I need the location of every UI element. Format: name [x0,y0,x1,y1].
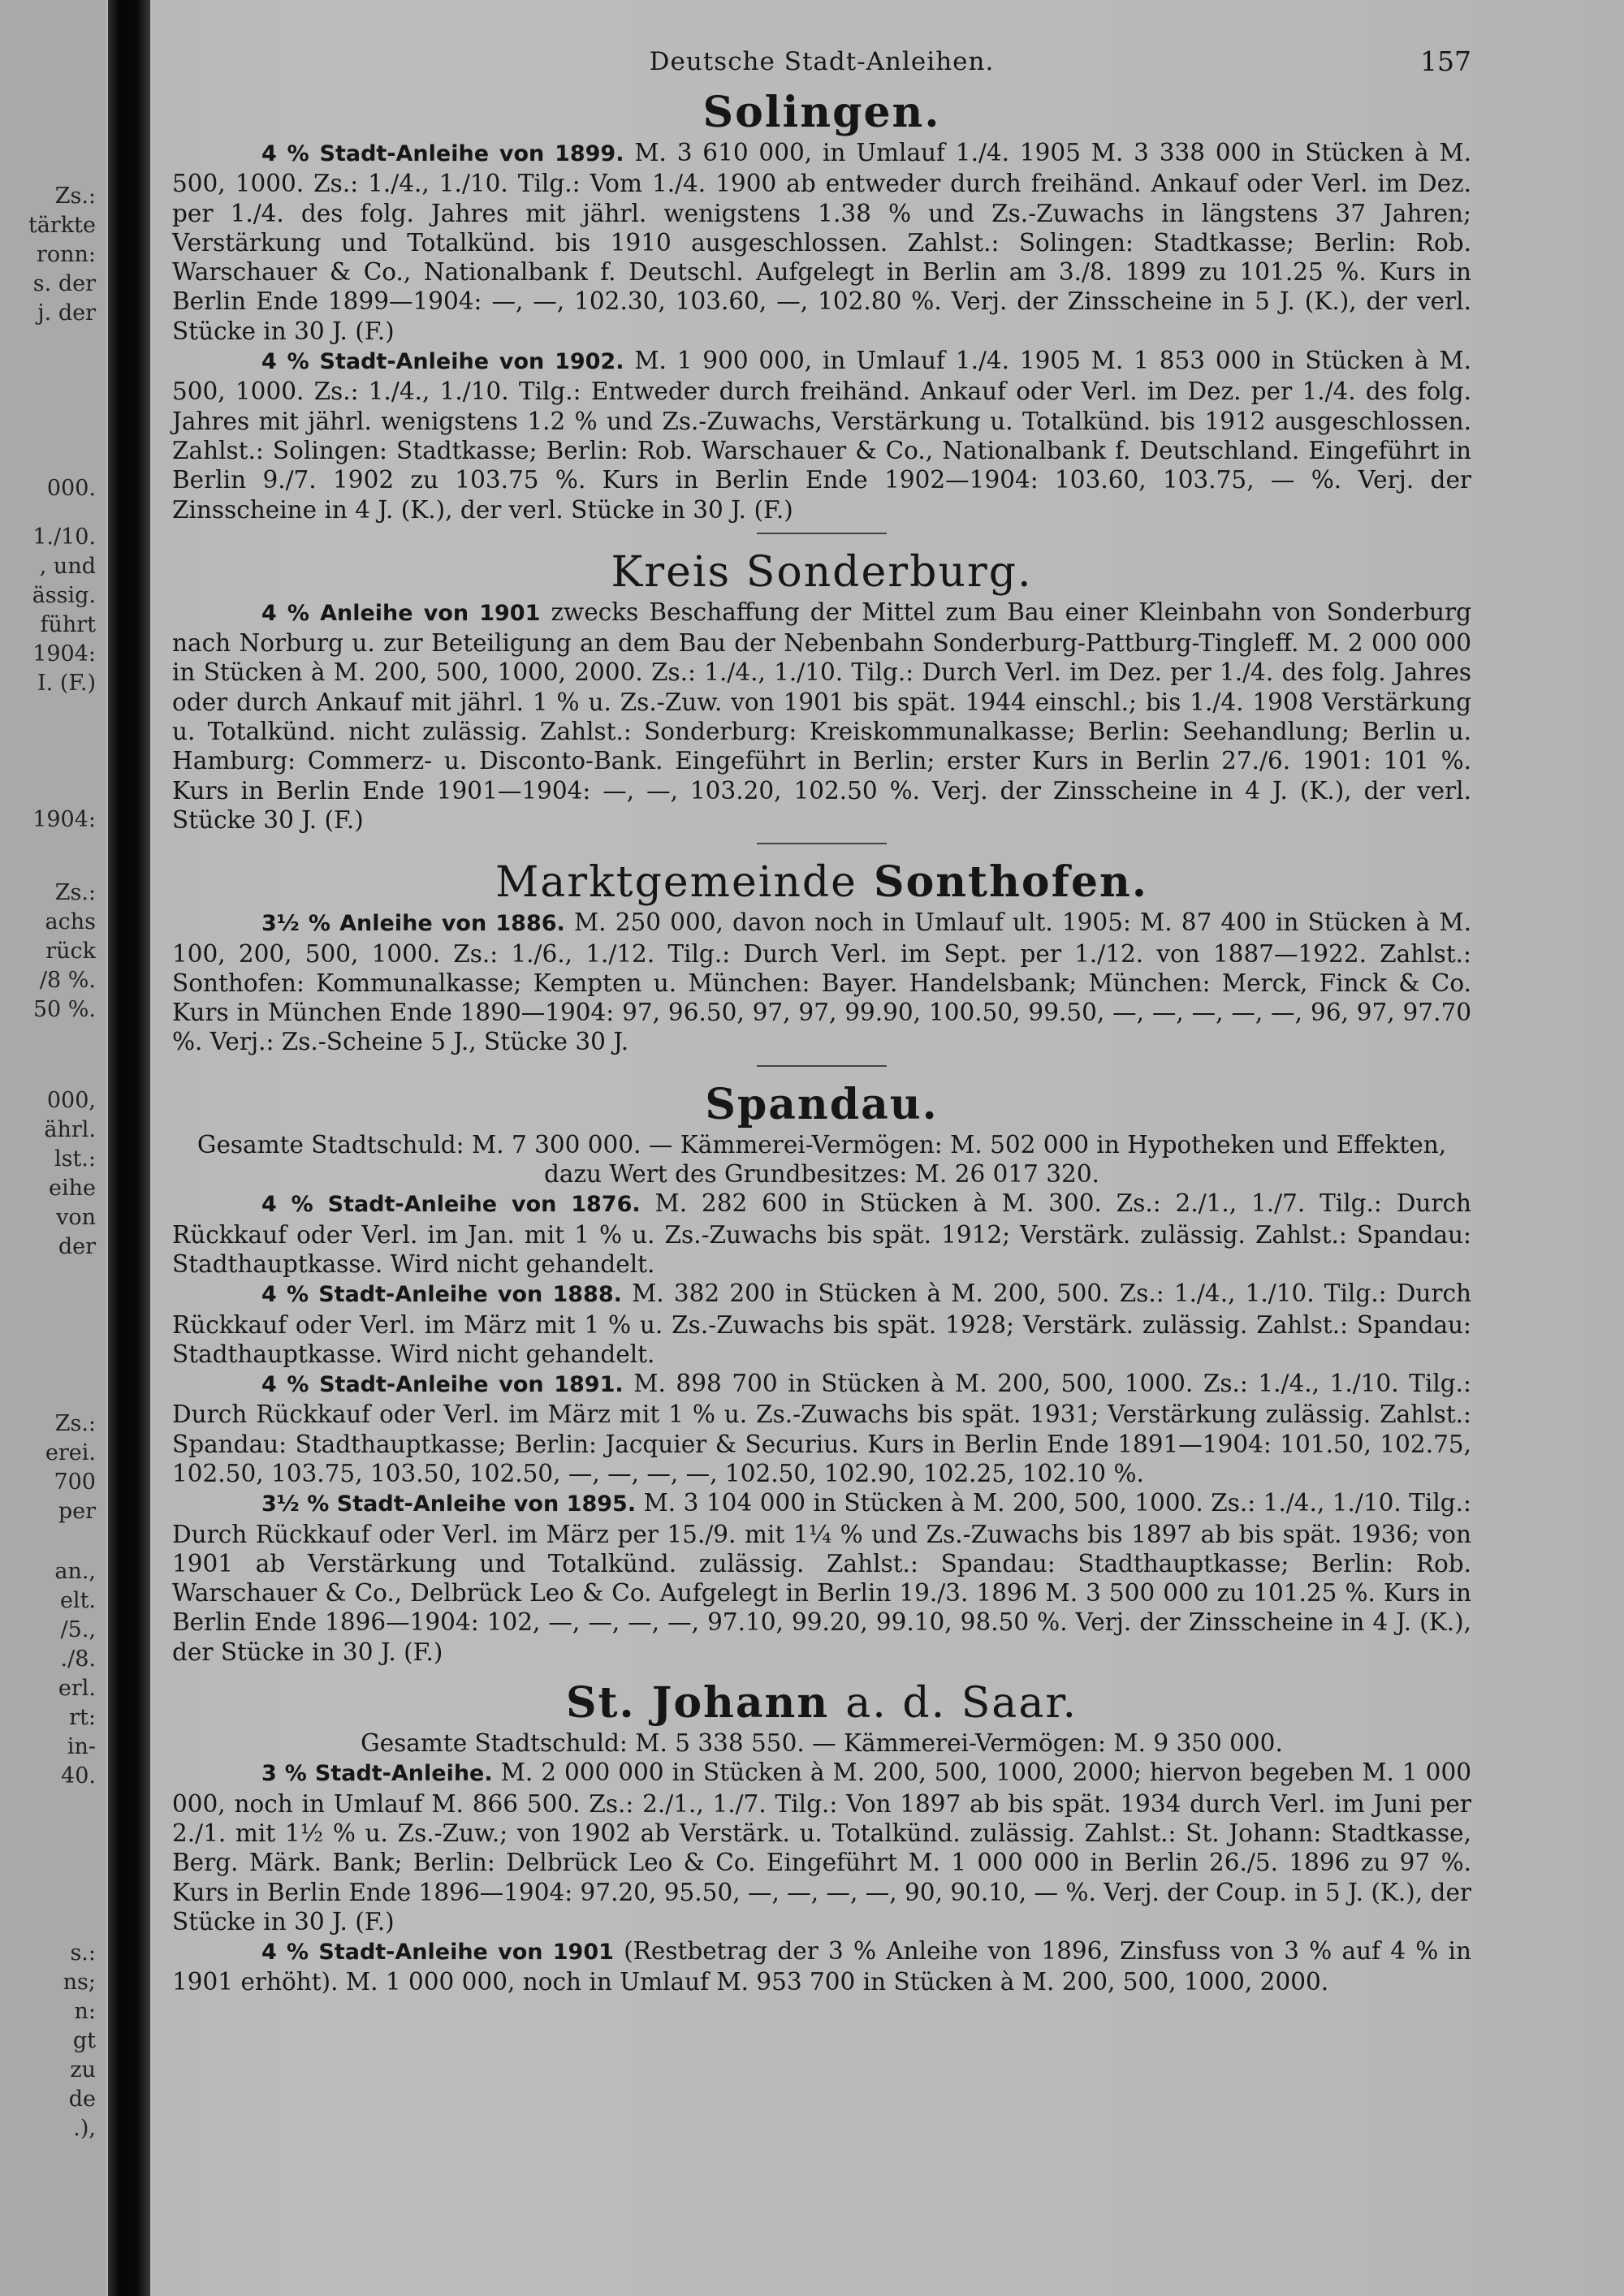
bond-heading: 4 % Stadt-Anleihe von 1891. [261,1372,624,1398]
margin-fragment: de [68,2087,96,2112]
bond-heading: 4 % Stadt-Anleihe von 1888. [261,1282,622,1308]
margin-fragment: s. der [32,271,96,296]
bond-heading: 4 % Stadt-Anleihe von 1901 [261,1940,614,1966]
bond-entry [172,908,1471,1056]
bond-entry [172,598,1471,835]
bond-text: M. 1 900 000, in Umlauf 1./4. 1905 M. 1 853 000 in Stücken à M. 500, 1000. Zs.: 1./4., 1./10. Tilg.: Entweder durch freihänd. Ankauf oder Verl. im Dez. per 1./4. des folg. Jahres mit jährl. wenigstens 1.2 % und Zs.-Zuwachs, Verstärkung u. Totalkünd. bis 1912 ausgeschlossen. Zahlst.: Solingen: Stadtkasse; Berlin: Rob. Warschauer & Co., Nationalbank f. Deutschland. Eingeführt in Berlin 9./7. 1902 zu 103.75 %. Kurs in Berlin Ende 1902—1904: 103.60, 103.75, — %. Verj. der Zinsscheine in 4 J. (K.), der verl. Stücke in 30 J. (F.) [172,347,1471,524]
section-divider [757,1065,887,1067]
bond-entry [172,1936,1471,1997]
margin-fragment: s.: [70,1940,96,1966]
margin-fragment: eihe [49,1176,96,1201]
bond-entry [172,1369,1471,1488]
title-prefix: Marktgemeinde [495,858,857,908]
margin-fragment: an., [54,1559,96,1584]
running-head: Deutsche Stadt-Anleihen. [649,47,995,76]
margin-fragment: lst.: [54,1146,96,1172]
margin-fragment: ronn: [36,242,96,267]
bond-text: zwecks Beschaffung der Mittel zum Bau einer Kleinbahn von Sonderburg nach Norburg u. zur Beteiligung an dem Bau der Nebenbahn Sonderburg-Pattburg-Tingleff. M. 2 000 000 in Stücken à M. 200, 500, 1000, 2000. Zs.: 1./4., 1./10. Tilg.: Durch Verl. im Dez. per 1./4. des folg. Jahres oder durch Ankauf mit jährl. 1 % u. Zs.-Zuw. von 1901 bis spät. 1944 einschl.; bis 1./4. 1908 Verstärkung u. Totalkünd. nicht zulässig. Zahlst.: Sonderburg: Kreiskommunalkasse; Berlin: Seehandlung; Berlin u. Hamburg: Commerz- u. Disconto-Bank. Eingeführt in Berlin; erster Kurs in Berlin 27./6. 1901: 101 %. Kurs in Berlin Ende 1901—1904: —, —, 103.20, 102.50 %. Verj. der Zinsscheine in 4 J. (K.), der verl. Stücke 30 J. (F.) [172,598,1471,834]
debt-summary: Gesamte Stadtschuld: M. 5 338 550. — Kämmerei-Vermögen: M. 9 350 000. [361,1729,1283,1758]
margin-fragment: 1904: [32,807,96,832]
margin-fragment: Zs.: [54,183,96,209]
bond-text: M. 3 610 000, in Umlauf 1./4. 1905 M. 3 338 000 in Stücken à M. 500, 1000. Zs.: 1./4., 1./10. Tilg.: Vom 1./4. 1900 ab entweder durch freihänd. Ankauf oder Verl. im Dez. per 1./4. des folg. Jahres mit jährl. wenigstens 1.38 % und Zs.-Zuwachs in längstens 37 Jahren; Verstärkung und Totalkünd. bis 1910 ausgeschlossen. Zahlst.: Solingen: Stadtkasse; Berlin: Rob. Warschauer & Co., Nationalbank f. Deutschl. Aufgelegt in Berlin am 3./8. 1899 zu 101.25 %. Kurs in Berlin Ende 1899—1904: —, —, 102.30, 103.60, —, 102.80 %. Verj. der Zinsscheine in 5 J. (K.), der verl. Stücke in 30 J. (F.) [172,139,1471,345]
margin-fragment: , und [39,554,96,579]
bond-text: (Restbetrag der 3 % Anleihe von 1896, Zinsfuss von 3 % auf 4 % in 1901 erhöht). M. 1 000 000, noch in Umlauf M. 953 700 in Stücken à M. 200, 500, 1000, 2000. [172,1937,1471,1996]
margin-fragment: zu [70,2057,96,2082]
margin-fragment: tärkte [28,213,96,238]
margin-fragment: I. (F.) [37,671,96,696]
margin-fragment: rück [45,939,96,964]
left-page-fragment [0,0,106,2296]
bond-text: M. 898 700 in Stücken à M. 200, 500, 1000. Zs.: 1./4., 1./10. Tilg.: Durch Rückkauf oder Verl. im März mit 1 % u. Zs.-Zuwachs bis spät. 1931; Verstärkung zulässig. Zahlst.: Spandau: Stadthauptkasse; Berlin: Jacquier & Securius. Kurs in Berlin Ende 1891—1904: 101.50, 102.75, 102.50, 103.75, 103.50, 102.50, —, —, —, —, 102.50, 102.90, 102.25, 102.10 %. [172,1370,1471,1487]
page-content [172,47,1471,1997]
margin-fragment: gt [72,2028,96,2053]
margin-fragment: /5., [60,1617,96,1642]
debt-summary: Gesamte Stadtschuld: M. 7 300 000. — Kämmerei-Vermögen: M. 502 000 in Hypotheken und Effekten, dazu Wert des Grundbesitzes: M. 26 017 320. [197,1130,1447,1189]
bond-heading: 4 % Stadt-Anleihe von 1876. [261,1192,641,1218]
margin-fragment: 000. [46,476,96,501]
page-number: 157 [1420,45,1471,77]
bond-entry [172,1488,1471,1667]
margin-fragment: /8 %. [39,968,96,993]
margin-fragment: j. der [37,300,96,326]
bond-entry [172,1279,1471,1369]
margin-fragment: .), [73,2116,96,2141]
bond-entry [172,346,1471,524]
margin-fragment: n: [74,1999,96,2024]
bond-heading: 4 % Stadt-Anleihe von 1899. [261,141,624,166]
bond-heading: 4 % Anleihe von 1901 [261,600,541,626]
margin-fragment: elt. [59,1588,96,1613]
section-title-solingen: Solingen. [702,88,941,137]
margin-fragment: 50 %. [32,997,96,1022]
margin-fragment: der [58,1234,96,1259]
title-suffix: a. d. Saar. [845,1679,1078,1728]
title-name: Sonthofen. [874,857,1148,908]
book-spine-shadow [108,0,150,2296]
bond-entry [172,138,1471,346]
margin-fragment: achs [45,909,96,934]
margin-fragment: ns; [63,1970,96,1995]
bond-text: M. 250 000, davon noch in Umlauf ult. 1905: M. 87 400 in Stücken à M. 100, 200, 500, 1000. Zs.: 1./6., 1./12. Tilg.: Durch Verl. im Sept. per 1./12. von 1887—1922. Zahlst.: Sonthofen: Kommunalkasse; Kempten u. München: Bayer. Handelsbank; München: Merck, Finck & Co. Kurs in München Ende 1890—1904: 97, 96.50, 97, 97, 99.90, 100.50, 99.50, —, —, —, —, —, 96, 97, 97.70 %. Verj.: Zs.-Scheine 5 J., Stücke 30 J. [172,908,1471,1056]
bond-text: M. 3 104 000 in Stücken à M. 200, 500, 1000. Zs.: 1./4., 1./10. Tilg.: Durch Rückkauf oder Verl. im März per 15./9. mit 1¼ % und Zs.-Zuwachs bis 1897 ab bis spät. 1936; von 1901 ab Verstärkung und Totalkünd. zulässig. Zahlst.: Spandau: Stadthauptkasse; Berlin: Rob. Warschauer & Co., Delbrück Leo & Co. Aufgelegt in Berlin 19./3. 1896 M. 3 500 000 zu 101.25 %. Kurs in Berlin Ende 1896—1904: 102, —, —, —, —, 97.10, 99.20, 99.10, 98.50 %. Verj. der Zinsscheine in 4 J. (K.), der Stücke in 30 J. (F.) [172,1489,1471,1666]
bond-heading: 3½ % Stadt-Anleihe von 1895. [261,1491,637,1517]
margin-fragment: 000, [46,1088,96,1113]
margin-fragment: 1904: [32,641,96,667]
margin-fragment: 700 [54,1470,96,1495]
section-divider [757,843,887,844]
bond-text: M. 382 200 in Stücken à M. 200, 500. Zs.: 1./4., 1./10. Tilg.: Durch Rückkauf oder Verl. im März mit 1 % u. Zs.-Zuwachs bis spät. 1928; Verstärk. zulässig. Zahlst.: Spandau: Stadthauptkasse. Wird nicht gehandelt. [172,1280,1471,1368]
margin-fragment: führt [40,612,96,637]
bond-text: M. 2 000 000 in Stücken à M. 200, 500, 1000, 2000; hiervon begeben M. 1 000 000, noch in Umlauf M. 866 500. Zs.: 2./1., 1./7. Tilg.: Von 1897 ab bis spät. 1934 durch Verl. im Juni per 2./1. mit 1½ % u. Zs.-Zuw.; von 1902 ab Verstärk. u. Totalkünd. zulässig. Zahlst.: St. Johann: Stadtkasse, Berg. Märk. Bank; Berlin: Delbrück Leo & Co. Eingeführt M. 1 000 000 in Berlin 26./5. 1896 zu 97 %. Kurs in Berlin Ende 1896—1904: 97.20, 95.50, —, —, —, —, 90, 90.10, — %. Verj. der Coup. in 5 J. (K.), der Stücke in 30 J. (F.) [172,1759,1471,1936]
bond-text: M. 282 600 in Stücken à M. 300. Zs.: 2./1., 1./7. Tilg.: Durch Rückkauf oder Verl. im Jan. mit 1 % u. Zs.-Zuwachs bis spät. 1912; Verstärk. zulässig. Zahlst.: Spandau: Stadthauptkasse. Wird nicht gehandelt. [172,1189,1471,1278]
page-header [172,47,1471,88]
section-divider [757,533,887,534]
section-title-sonderburg: Kreis Sonderburg. [611,547,1033,597]
bond-heading: 3 % Stadt-Anleihe. [261,1761,493,1787]
margin-fragment: 1./10. [32,524,96,550]
section-title-sonthofen [172,857,1471,908]
margin-fragment: ässig. [32,583,96,608]
margin-fragment: ährl. [44,1117,96,1142]
margin-fragment: rt: [69,1705,96,1730]
bond-entry [172,1758,1471,1936]
bond-heading: 3½ % Anleihe von 1886. [261,911,565,937]
margin-fragment: erei. [45,1440,96,1465]
margin-fragment: per [58,1499,96,1524]
margin-fragment: Zs.: [54,880,96,905]
section-title-spandau: Spandau. [705,1079,939,1129]
margin-fragment: ./8. [60,1646,96,1672]
title-name: St. Johann [565,1678,830,1728]
margin-fragment: in- [67,1734,96,1759]
margin-fragment: von [56,1205,96,1230]
bond-entry [172,1189,1471,1279]
margin-fragment: erl. [58,1676,96,1701]
margin-fragment: Zs.: [54,1411,96,1436]
bond-heading: 4 % Stadt-Anleihe von 1902. [261,349,624,375]
section-title-st-johann [172,1678,1471,1728]
margin-fragment: 40. [61,1763,96,1789]
